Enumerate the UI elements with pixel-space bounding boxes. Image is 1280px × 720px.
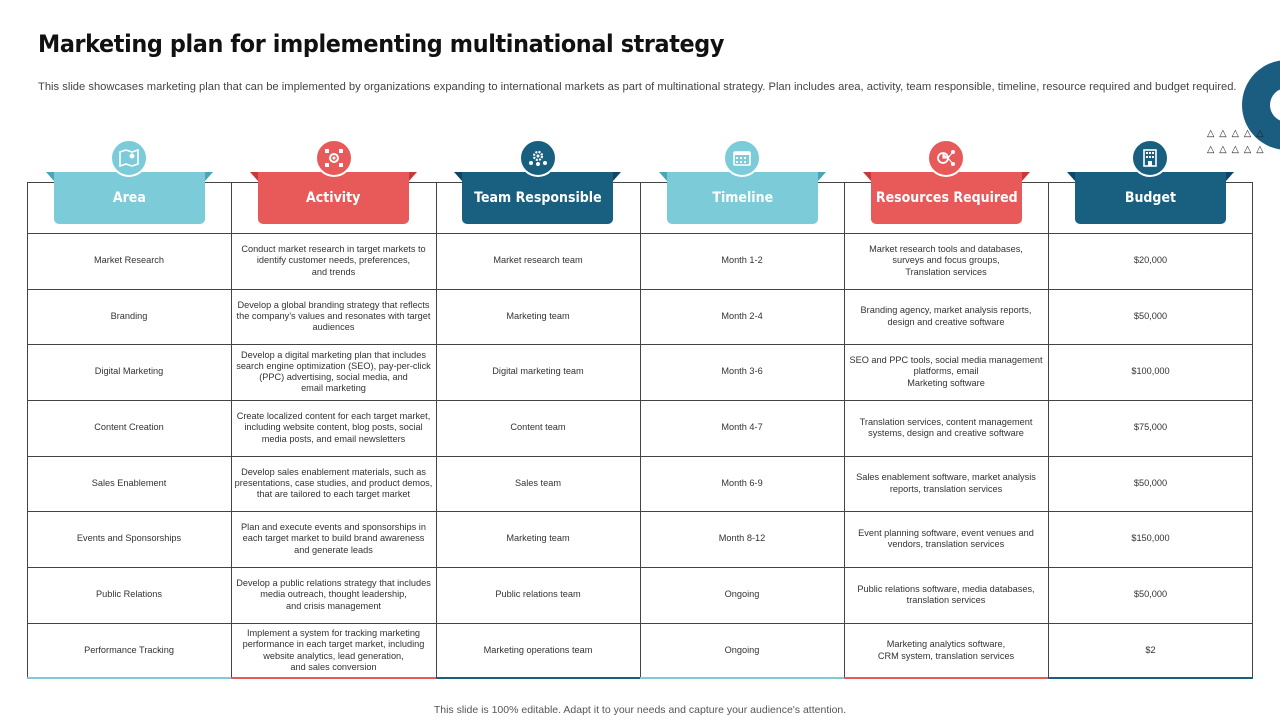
header-tab-fold [1022, 172, 1030, 181]
timeline-cell: Month 4-7 [721, 422, 763, 433]
header-tab [462, 172, 613, 224]
calendar-icon [723, 139, 761, 177]
activity-cell: Develop a global branding strategy that reflects the company’s values and resonates with target audiences [236, 299, 431, 333]
timeline-cell: Month 6-9 [721, 477, 763, 488]
activity-cell: Conduct market research in target markets to identify customer needs, preferences, and trends [241, 244, 426, 277]
budget-cell: $2 [1145, 644, 1156, 655]
header-tab-fold [250, 172, 258, 181]
team-cell: Market research team [493, 255, 583, 266]
header-tab-fold [863, 172, 871, 181]
header-label: Area [112, 190, 147, 206]
activity-cell: Develop a public relations strategy that includes media outreach, thought leadership, and crisis management [236, 578, 431, 611]
area-cell: Events and Sponsorships [76, 533, 182, 544]
area-cell: Sales Enablement [91, 477, 167, 488]
resources-cell: Marketing analytics software, CRM system, translation services [877, 639, 1015, 661]
header-label: Timeline [712, 190, 773, 206]
area-cell: Market Research [94, 255, 164, 266]
building-icon [1131, 139, 1169, 177]
area-cell: Branding [110, 310, 148, 321]
header-tab-fold [454, 172, 462, 181]
resources-cell: SEO and PPC tools, social media management platforms, email Marketing software [849, 355, 1043, 388]
header-label: Budget [1124, 190, 1177, 206]
header-tab [667, 172, 818, 224]
timeline-cell: Month 1-2 [721, 255, 763, 266]
team-cell: Public relations team [495, 589, 581, 600]
resources-cell: Translation services, content management systems, design and creative software [859, 416, 1033, 438]
timeline-cell: Month 2-4 [721, 310, 763, 321]
activity-cell: Develop a digital marketing plan that includes search engine optimization (SEO), pay-per-click (PPC) advertising, social media, and email marketing [236, 349, 431, 394]
team-cell: Content team [510, 422, 566, 433]
budget-cell: $20,000 [1133, 255, 1168, 266]
resources-cell: Public relations software, media databases, translation services [857, 583, 1035, 605]
budget-cell: $50,000 [1133, 310, 1168, 321]
budget-cell: $50,000 [1133, 477, 1168, 488]
resources-network-icon [927, 139, 965, 177]
header-tab-fold [409, 172, 417, 181]
page-title: Marketing plan for implementing multinational strategy [38, 30, 725, 58]
timeline-cell: Month 8-12 [718, 533, 766, 544]
timeline-cell: Ongoing [724, 644, 760, 655]
activity-cell: Implement a system for tracking marketing performance in each target market, including website analytics, lead generation, and sales conversion [242, 628, 425, 672]
header-label: Team Responsible [473, 190, 602, 206]
footer-note: This slide is 100% editable. Adapt it to your needs and capture your audience's attention. [433, 704, 847, 716]
gear-network-icon [315, 139, 353, 177]
team-cell: Marketing operations team [483, 644, 593, 655]
budget-cell: $150,000 [1131, 533, 1170, 544]
header-tab-fold [205, 172, 213, 181]
header-tab-fold [818, 172, 826, 181]
area-cell: Digital Marketing [94, 366, 164, 377]
resources-cell: Event planning software, event venues and vendors, translation services [858, 527, 1034, 549]
header-tab-fold [659, 172, 667, 181]
team-cell: Sales team [515, 477, 561, 488]
team-cell: Marketing team [506, 310, 570, 321]
header-tab-fold [1067, 172, 1075, 181]
area-cell: Content Creation [94, 422, 164, 433]
triangle-pattern-decoration: △△△△△ △△△△△ [1207, 128, 1269, 155]
team-gear-icon [519, 139, 557, 177]
budget-cell: $50,000 [1133, 589, 1168, 600]
resources-cell: Sales enablement software, market analysis reports, translation services [856, 472, 1036, 494]
activity-cell: Develop sales enablement materials, such as presentations, case studies, and product demos, that are tailored to each target market [234, 466, 433, 500]
budget-cell: $75,000 [1133, 422, 1168, 433]
header-tab [258, 172, 409, 224]
resources-cell: Market research tools and databases, surveys and focus groups, Translation services [869, 244, 1023, 277]
team-cell: Digital marketing team [492, 366, 584, 377]
header-label: Activity [306, 190, 361, 206]
budget-cell: $100,000 [1131, 366, 1170, 377]
header-tab-fold [46, 172, 54, 181]
header-tab [1075, 172, 1226, 224]
header-tab-fold [613, 172, 621, 181]
header-tab-fold [1226, 172, 1234, 181]
area-cell: Public Relations [96, 589, 162, 600]
page-subtitle: This slide showcases marketing plan that can be implemented by organizations expanding to international markets as part of multinational strategy. Plan includes area, activity, team responsible, timeline, resource required and budget required. [38, 81, 1237, 93]
header-label: Resources Required [875, 190, 1018, 206]
header-tab [54, 172, 205, 224]
timeline-cell: Month 3-6 [721, 366, 763, 377]
timeline-cell: Ongoing [724, 589, 760, 600]
area-cell: Performance Tracking [84, 644, 174, 655]
activity-cell: Create localized content for each target market, including website content, blog posts, social media posts, and email newsletters [236, 411, 431, 444]
header-tab [871, 172, 1022, 224]
activity-cell: Plan and execute events and sponsorships in each target market to build brand awareness and generate leads [241, 522, 426, 555]
team-cell: Marketing team [506, 533, 570, 544]
map-icon [110, 139, 148, 177]
resources-cell: Branding agency, market analysis reports, design and creative software [860, 305, 1032, 327]
